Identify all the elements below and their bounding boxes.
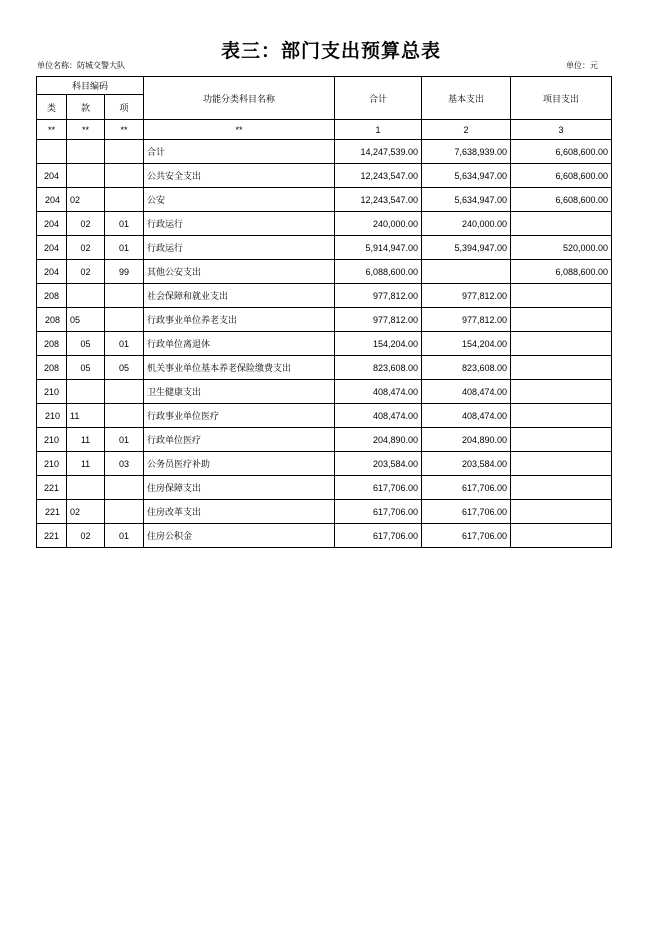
table-row [37, 308, 612, 332]
cell-subject-name: 机关事业单位基本养老保险缴费支出 [144, 356, 335, 380]
header-col-xiang: 项 [105, 95, 144, 120]
cell-subject-name: 住房公积金 [144, 524, 335, 548]
table-row [37, 188, 612, 212]
cell-subject-name: 卫生健康支出 [144, 380, 335, 404]
cell-amount-total: 204,890.00 [335, 428, 422, 452]
cell-amount-project [511, 404, 612, 428]
numrow-xiang: ** [105, 120, 144, 140]
cell-amount-basic: 617,706.00 [422, 500, 511, 524]
cell-amount-project [511, 500, 612, 524]
numrow-basic: 2 [422, 120, 511, 140]
cell-subject-name: 行政单位离退休 [144, 332, 335, 356]
cell-amount-total: 977,812.00 [335, 308, 422, 332]
cell-amount-basic: 154,204.00 [422, 332, 511, 356]
cell-code-lei: 221 [37, 524, 67, 548]
cell-code-kuan: 05 [67, 332, 105, 356]
cell-subject-name: 行政运行 [144, 212, 335, 236]
cell-amount-total: 823,608.00 [335, 356, 422, 380]
department-expenditure-budget-table [36, 76, 612, 548]
cell-subject-name: 行政事业单位医疗 [144, 404, 335, 428]
header-col-lei: 类 [37, 95, 67, 120]
cell-code-xiang: 01 [105, 524, 144, 548]
cell-code-xiang: 01 [105, 236, 144, 260]
cell-code-xiang: 01 [105, 428, 144, 452]
cell-code-xiang: 01 [105, 332, 144, 356]
cell-code-lei: 204 [37, 260, 67, 284]
cell-amount-total: 617,706.00 [335, 524, 422, 548]
cell-code-lei [37, 140, 67, 164]
cell-code-lei: 208 [37, 332, 67, 356]
cell-amount-total: 617,706.00 [335, 476, 422, 500]
cell-amount-project [511, 284, 612, 308]
cell-code-kuan: 05 [67, 308, 105, 332]
cell-amount-total: 617,706.00 [335, 500, 422, 524]
cell-amount-basic: 408,474.00 [422, 380, 511, 404]
cell-amount-total: 240,000.00 [335, 212, 422, 236]
cell-code-kuan: 11 [67, 404, 105, 428]
cell-amount-project [511, 428, 612, 452]
cell-subject-name: 公共安全支出 [144, 164, 335, 188]
numrow-kuan: ** [67, 120, 105, 140]
table-row [37, 404, 612, 428]
header-col-basic: 基本支出 [422, 77, 511, 120]
header-col-project: 项目支出 [511, 77, 612, 120]
cell-code-kuan: 11 [67, 452, 105, 476]
cell-amount-project: 520,000.00 [511, 236, 612, 260]
cell-subject-name: 行政单位医疗 [144, 428, 335, 452]
header-row-group [37, 77, 612, 95]
cell-code-lei: 204 [37, 164, 67, 188]
table-row [37, 500, 612, 524]
cell-amount-total: 12,243,547.00 [335, 164, 422, 188]
table-row [37, 332, 612, 356]
table-row [37, 452, 612, 476]
cell-code-lei: 204 [37, 236, 67, 260]
table-row [37, 428, 612, 452]
cell-amount-project: 6,608,600.00 [511, 164, 612, 188]
cell-code-xiang: 99 [105, 260, 144, 284]
table-header [37, 77, 612, 140]
cell-amount-project: 6,608,600.00 [511, 188, 612, 212]
cell-amount-basic: 977,812.00 [422, 284, 511, 308]
cell-amount-total: 203,584.00 [335, 452, 422, 476]
cell-amount-basic: 7,638,939.00 [422, 140, 511, 164]
table-row [37, 476, 612, 500]
cell-amount-project [511, 332, 612, 356]
cell-amount-total: 154,204.00 [335, 332, 422, 356]
cell-code-kuan: 02 [67, 500, 105, 524]
cell-code-kuan: 02 [67, 260, 105, 284]
cell-amount-basic: 617,706.00 [422, 476, 511, 500]
cell-code-xiang [105, 140, 144, 164]
cell-code-xiang [105, 284, 144, 308]
cell-subject-name: 社会保障和就业支出 [144, 284, 335, 308]
cell-code-lei: 210 [37, 428, 67, 452]
table-row [37, 164, 612, 188]
cell-code-xiang: 01 [105, 212, 144, 236]
cell-amount-project [511, 380, 612, 404]
cell-amount-basic: 240,000.00 [422, 212, 511, 236]
header-col-total: 合计 [335, 77, 422, 120]
cell-code-lei: 210 [37, 452, 67, 476]
cell-code-lei: 210 [37, 404, 67, 428]
cell-subject-name: 其他公安支出 [144, 260, 335, 284]
cell-amount-project [511, 476, 612, 500]
cell-amount-basic: 203,584.00 [422, 452, 511, 476]
cell-amount-project: 6,608,600.00 [511, 140, 612, 164]
cell-amount-total: 14,247,539.00 [335, 140, 422, 164]
cell-amount-total: 5,914,947.00 [335, 236, 422, 260]
table-row [37, 140, 612, 164]
cell-subject-name: 行政运行 [144, 236, 335, 260]
cell-amount-project [511, 212, 612, 236]
cell-code-xiang [105, 308, 144, 332]
cell-code-lei: 221 [37, 500, 67, 524]
cell-amount-basic: 204,890.00 [422, 428, 511, 452]
cell-code-lei: 210 [37, 380, 67, 404]
table-body [37, 140, 612, 548]
cell-code-xiang [105, 380, 144, 404]
cell-amount-project [511, 524, 612, 548]
cell-subject-name: 公务员医疗补助 [144, 452, 335, 476]
cell-code-xiang [105, 476, 144, 500]
cell-code-kuan: 02 [67, 236, 105, 260]
table-row [37, 380, 612, 404]
cell-code-xiang [105, 500, 144, 524]
cell-amount-project [511, 308, 612, 332]
table-row [37, 284, 612, 308]
cell-code-lei: 221 [37, 476, 67, 500]
cell-amount-basic: 977,812.00 [422, 308, 511, 332]
cell-code-xiang [105, 404, 144, 428]
cell-code-kuan: 02 [67, 212, 105, 236]
table-row [37, 260, 612, 284]
cell-code-xiang: 03 [105, 452, 144, 476]
cell-code-kuan: 11 [67, 428, 105, 452]
cell-code-xiang [105, 164, 144, 188]
cell-amount-total: 6,088,600.00 [335, 260, 422, 284]
cell-subject-name: 合计 [144, 140, 335, 164]
page-title: 表三：部门支出预算总表 [220, 41, 441, 62]
cell-amount-basic [422, 260, 511, 284]
cell-code-xiang [105, 188, 144, 212]
cell-code-kuan: 02 [67, 524, 105, 548]
cell-amount-total: 977,812.00 [335, 284, 422, 308]
cell-subject-name: 行政事业单位养老支出 [144, 308, 335, 332]
cell-subject-name: 公安 [144, 188, 335, 212]
cell-code-kuan: 05 [67, 356, 105, 380]
cell-amount-basic: 823,608.00 [422, 356, 511, 380]
cell-amount-basic: 5,394,947.00 [422, 236, 511, 260]
cell-amount-project [511, 452, 612, 476]
cell-code-lei: 204 [37, 212, 67, 236]
cell-amount-basic: 5,634,947.00 [422, 164, 511, 188]
numrow-name: ** [144, 120, 335, 140]
cell-code-kuan [67, 476, 105, 500]
table-row [37, 356, 612, 380]
cell-subject-name: 住房改革支出 [144, 500, 335, 524]
header-code-group: 科目编码 [37, 77, 144, 95]
cell-code-kuan [67, 380, 105, 404]
cell-code-kuan [67, 164, 105, 188]
unit-name-label: 单位名称：防城交警大队 [37, 61, 125, 70]
cell-code-kuan [67, 284, 105, 308]
numrow-lei: ** [37, 120, 67, 140]
cell-amount-total: 12,243,547.00 [335, 188, 422, 212]
cell-code-lei: 208 [37, 284, 67, 308]
table-row [37, 236, 612, 260]
cell-code-xiang: 05 [105, 356, 144, 380]
cell-amount-basic: 408,474.00 [422, 404, 511, 428]
cell-amount-project [511, 356, 612, 380]
cell-amount-basic: 617,706.00 [422, 524, 511, 548]
numrow-project: 3 [511, 120, 612, 140]
cell-subject-name: 住房保障支出 [144, 476, 335, 500]
header-col-kuan: 款 [67, 95, 105, 120]
numrow-total: 1 [335, 120, 422, 140]
cell-amount-total: 408,474.00 [335, 380, 422, 404]
table-row [37, 212, 612, 236]
cell-code-kuan [67, 140, 105, 164]
column-number-row [37, 120, 612, 140]
table-row [37, 524, 612, 548]
cell-amount-project: 6,088,600.00 [511, 260, 612, 284]
cell-code-lei: 204 [37, 188, 67, 212]
cell-amount-total: 408,474.00 [335, 404, 422, 428]
cell-amount-basic: 5,634,947.00 [422, 188, 511, 212]
cell-code-lei: 208 [37, 356, 67, 380]
cell-code-kuan: 02 [67, 188, 105, 212]
cell-code-lei: 208 [37, 308, 67, 332]
currency-unit-label: 单位：元 [566, 61, 598, 70]
header-col-name: 功能分类科目名称 [144, 77, 335, 120]
